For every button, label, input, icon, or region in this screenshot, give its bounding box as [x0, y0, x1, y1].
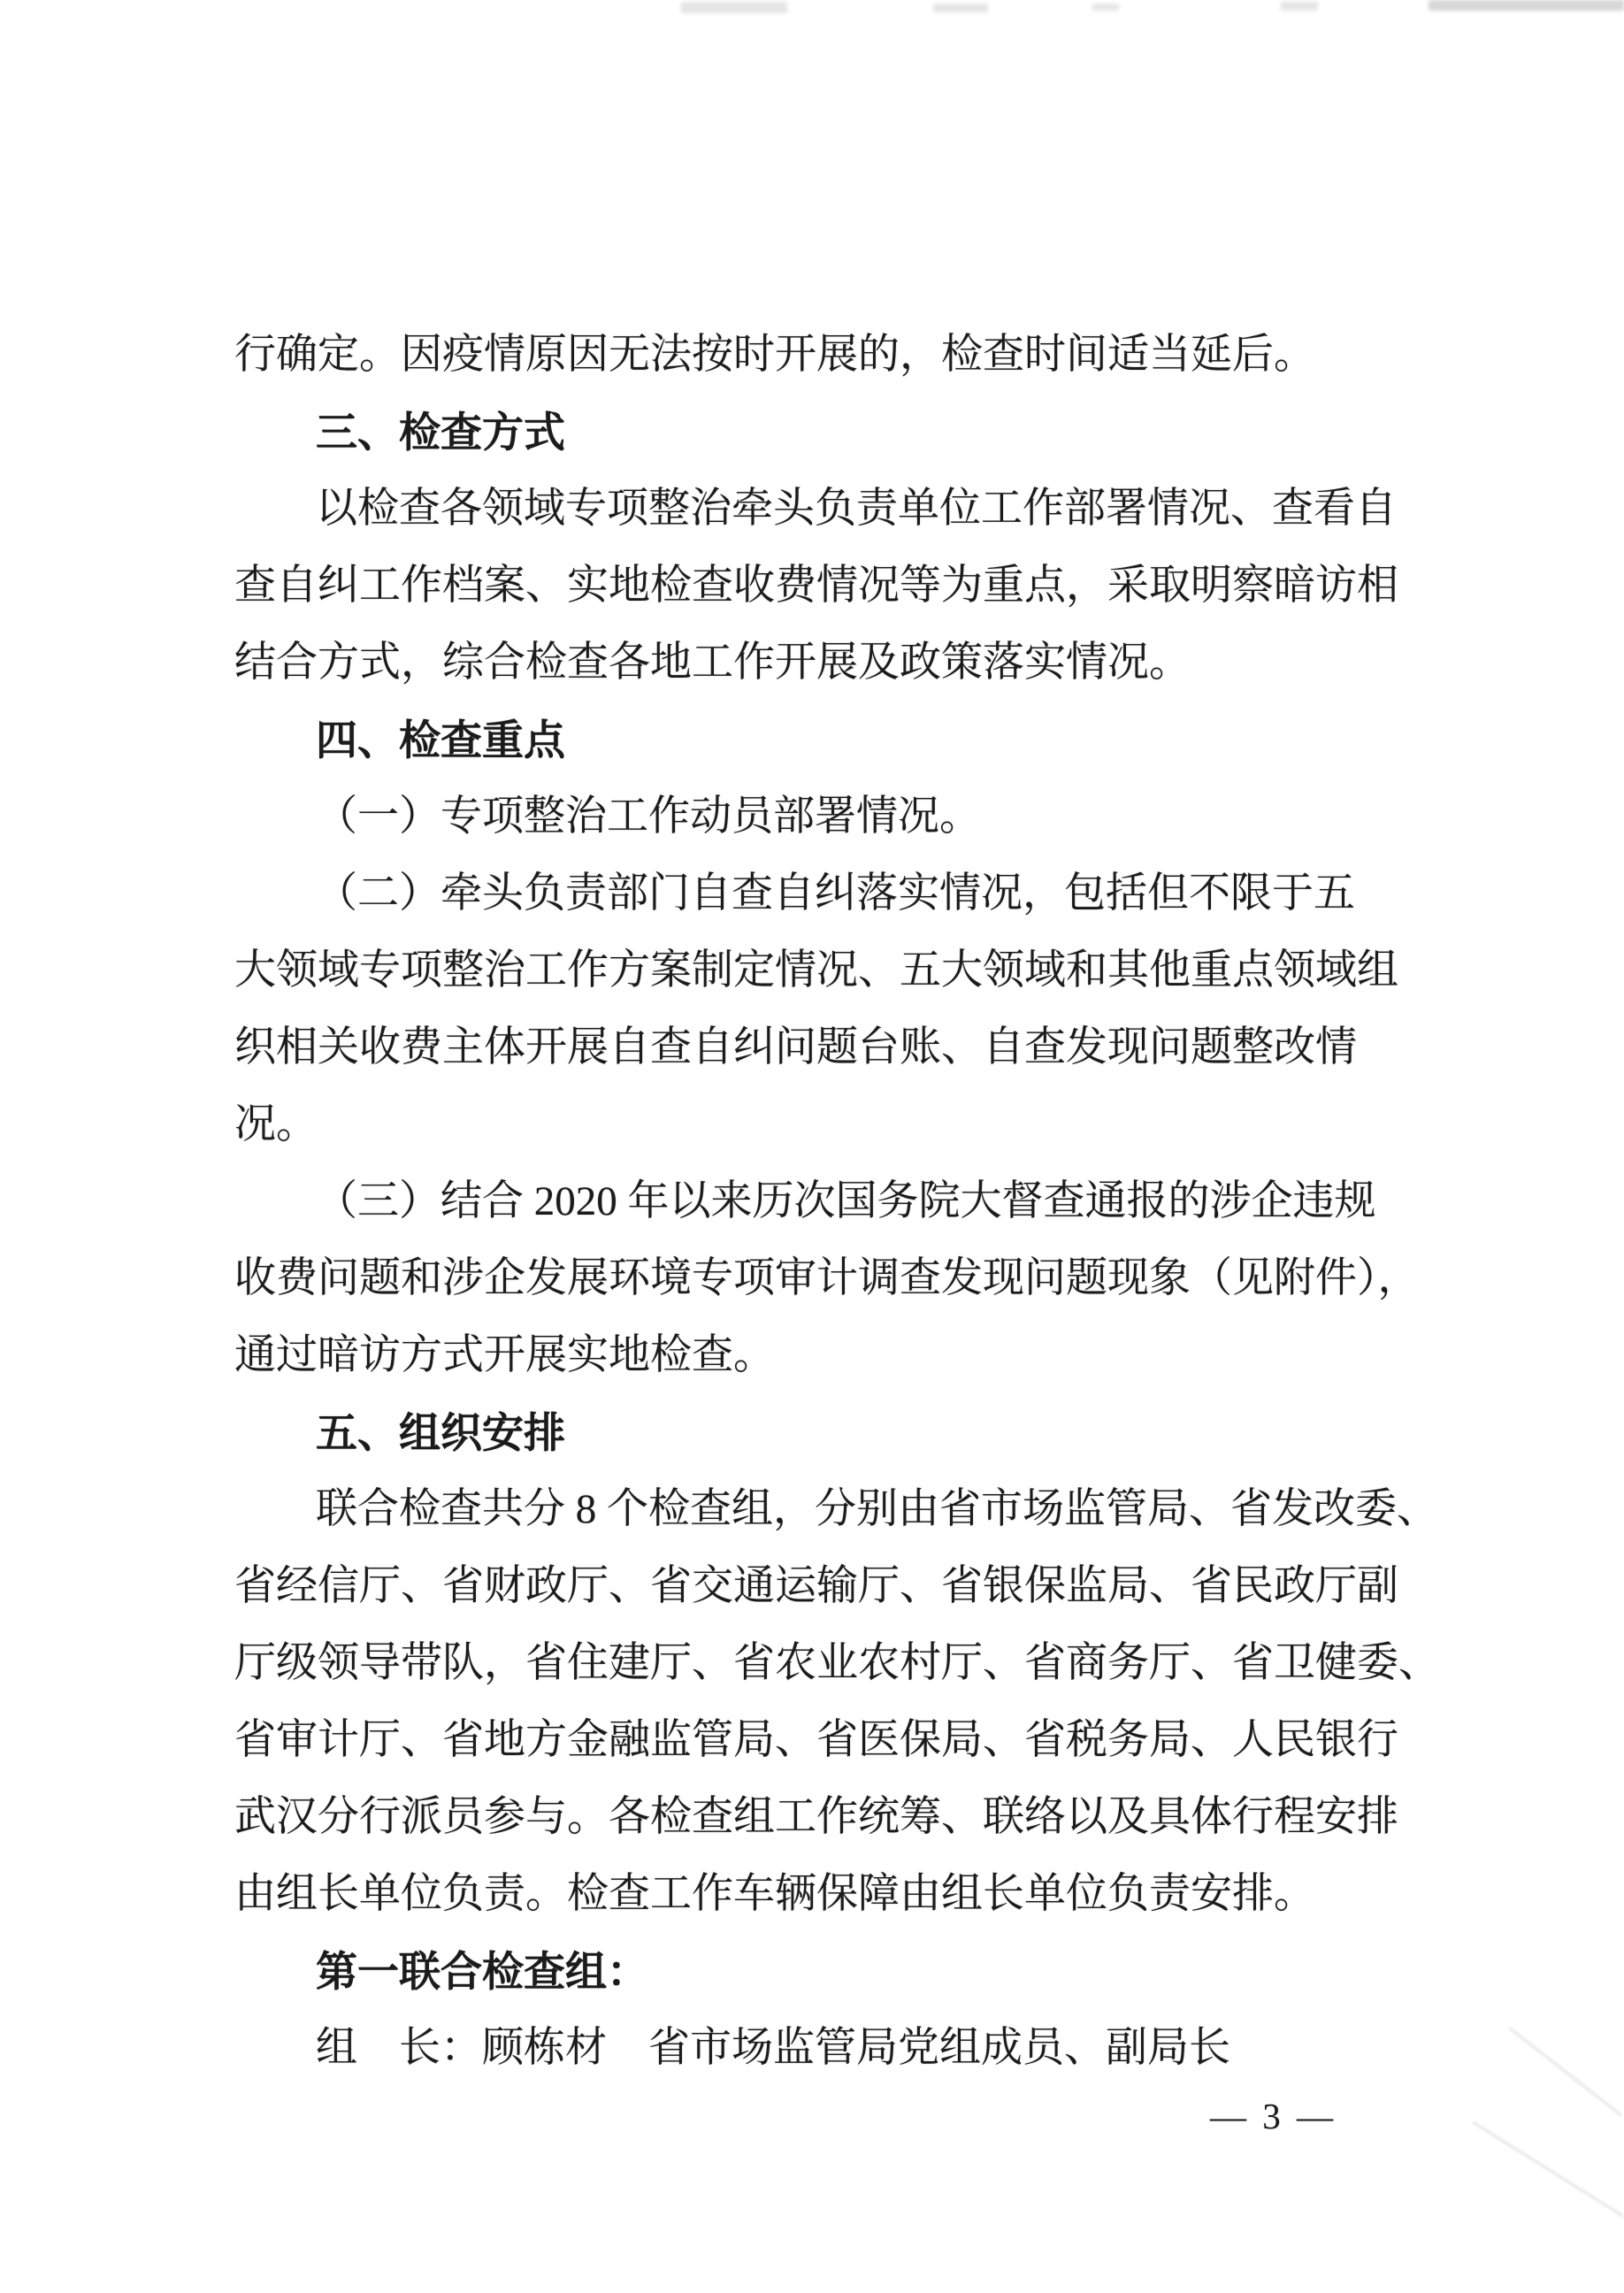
doc-line-paragraph: 结合方式，综合检查各地工作开展及政策落实情况。 [234, 640, 1191, 686]
doc-line-item-3: （三）结合 2020 年以来历次国务院大督查通报的涉企违规 [316, 1178, 1376, 1224]
doc-line-paragraph: 以检查各领域专项整治牵头负责单位工作部署情况、查看自 [316, 486, 1397, 532]
doc-line-paragraph: 收费问题和涉企发展环境专项审计调查发现问题现象（见附件）， [234, 1255, 1420, 1301]
scan-artifact [681, 2, 787, 13]
doc-line-paragraph: 厅级领导带队，省住建厅、省农业农村厅、省商务厅、省卫健委、 [234, 1640, 1440, 1686]
doc-line-paragraph: 省审计厅、省地方金融监管局、省医保局、省税务局、人民银行 [234, 1717, 1398, 1763]
document-body [234, 317, 1440, 2087]
doc-line-paragraph: 武汉分行派员参与。各检查组工作统筹、联络以及具体行程安排 [234, 1794, 1398, 1840]
doc-line-item-2: （二）牵头负责部门自查自纠落实情况，包括但不限于五 [316, 870, 1355, 916]
doc-line-paragraph: 由组长单位负责。检查工作车辆保障由组长单位负责安排。 [234, 1871, 1315, 1917]
doc-line-paragraph: 省经信厅、省财政厅、省交通运输厅、省银保监局、省民政厅副 [234, 1563, 1398, 1609]
scan-artifact [1429, 0, 1624, 11]
doc-line-paragraph: 织相关收费主体开展自查自纠问题台账、自查发现问题整改情 [234, 1024, 1357, 1070]
scan-artifact [1509, 2027, 1623, 2117]
doc-line-continuation: 行确定。因疫情原因无法按时开展的，检查时间适当延后。 [234, 332, 1315, 378]
scan-artifact [1092, 4, 1119, 11]
doc-line-item-1: （一）专项整治工作动员部署情况。 [316, 794, 981, 840]
doc-line-group-leader: 组 长：顾栋材 省市场监管局党组成员、副局长 [316, 2025, 1230, 2071]
doc-line-paragraph: 查自纠工作档案、实地检查收费情况等为重点，采取明察暗访相 [234, 563, 1398, 609]
doc-line-paragraph: 通过暗访方式开展实地检查。 [234, 1332, 775, 1378]
page-number: — 3 — [1210, 2096, 1337, 2136]
scan-artifact [1472, 2120, 1624, 2217]
scan-artifact [1281, 2, 1318, 11]
section-heading-check-method: 三、检查方式 [316, 409, 565, 456]
scan-artifact [933, 4, 988, 12]
section-heading-check-focus: 四、检查重点 [316, 717, 565, 763]
doc-line-paragraph: 联合检查共分 8 个检查组，分别由省市场监管局、省发改委、 [316, 1486, 1438, 1532]
subsection-heading-first-group: 第一联合检查组： [316, 1948, 648, 1995]
doc-line-paragraph: 况。 [234, 1101, 318, 1147]
doc-line-paragraph: 大领域专项整治工作方案制定情况、五大领域和其他重点领域组 [234, 947, 1398, 993]
section-heading-organization: 五、组织安排 [316, 1409, 565, 1456]
